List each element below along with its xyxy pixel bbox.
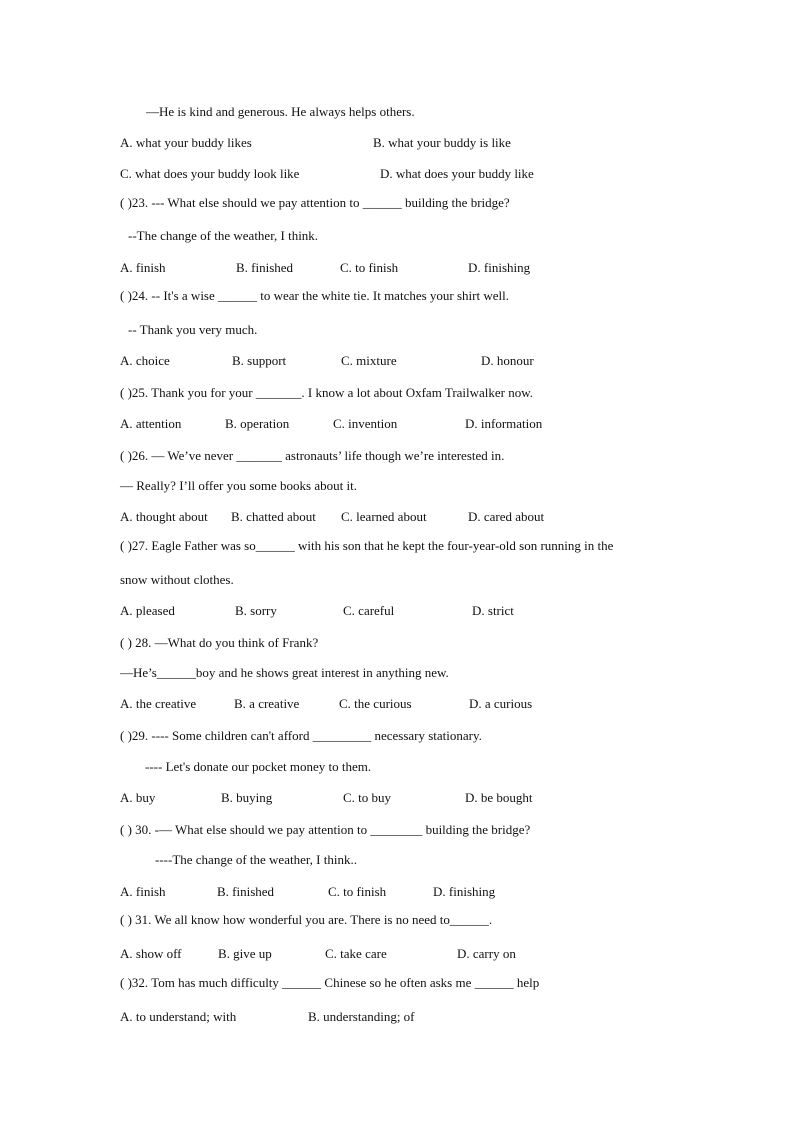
question-23: ( )23. --- What else should we pay attention to ______ building the bridge? [120,195,510,210]
option-c: C. what does your buddy look like [120,166,300,181]
option-a: A. attention [120,416,182,431]
option-b: B. understanding; of [308,1009,415,1024]
option-d: D. carry on [457,946,516,961]
option-c: C. invention [333,416,398,431]
option-b: B. finished [236,260,294,275]
option-d: D. information [465,416,543,431]
option-c: C. to buy [343,790,392,805]
option-d: D. a curious [469,696,533,711]
option-d: D. strict [472,603,514,618]
option-c: C. the curious [339,696,412,711]
option-a: A. the creative [120,696,197,711]
answer-text: --The change of the weather, I think. [128,228,319,243]
option-b: B. what your buddy is like [373,135,511,150]
option-d: D. cared about [468,509,545,524]
option-a: A. show off [120,946,182,961]
option-a: A. to understand; with [120,1009,237,1024]
question-25: ( )25. Thank you for your _______. I know a lot about Oxfam Trailwalker now. [120,385,534,400]
option-c: C. mixture [341,353,397,368]
option-b: B. give up [218,946,272,961]
option-b: B. operation [225,416,290,431]
answer-text: ---- Let's donate our pocket money to them. [145,759,372,774]
question-24: ( )24. -- It's a wise ______ to wear the white tie. It matches your shirt well. [120,288,509,303]
option-b: B. chatted about [231,509,316,524]
option-c: C. take care [325,946,387,961]
answer-text: —He’s______boy and he shows great interest in anything new. [120,665,449,680]
question-30: ( ) 30. -— What else should we pay attention to ________ building the bridge? [120,822,531,837]
question-32: ( )32. Tom has much difficulty ______ Chinese so he often asks me ______ help [120,975,540,990]
answer-text: —He is kind and generous. He always helps others. [146,104,415,119]
option-a: A. finish [120,260,166,275]
option-d: D. finishing [433,884,496,899]
option-a: A. buy [120,790,156,805]
option-b: B. buying [221,790,273,805]
answer-text: -- Thank you very much. [128,322,258,337]
question-29: ( )29. ---- Some children can't afford _________ necessary stationary. [120,728,482,743]
question-31: ( ) 31. We all know how wonderful you are. There is no need to______. [120,912,493,927]
option-c: C. to finish [328,884,387,899]
option-d: D. be bought [465,790,533,805]
option-a: A. choice [120,353,170,368]
option-c: C. to finish [340,260,399,275]
option-d: D. honour [481,353,534,368]
option-d: D. finishing [468,260,531,275]
option-a: A. finish [120,884,166,899]
question-27-continued: snow without clothes. [120,572,234,587]
question-27: ( )27. Eagle Father was so______ with his son that he kept the four-year-old son running in the [120,538,614,553]
option-b: B. finished [217,884,275,899]
option-b: B. sorry [235,603,277,618]
question-26: ( )26. — We’ve never _______ astronauts’ life though we’re interested in. [120,448,505,463]
option-c: C. careful [343,603,395,618]
answer-text: ----The change of the weather, I think.. [155,852,357,867]
option-d: D. what does your buddy like [380,166,534,181]
answer-text: — Really? I’ll offer you some books about it. [120,478,357,493]
question-28: ( ) 28. —What do you think of Frank? [120,635,319,650]
option-a: A. what your buddy likes [120,135,252,150]
option-a: A. pleased [120,603,175,618]
option-b: B. support [232,353,287,368]
option-c: C. learned about [341,509,427,524]
option-b: B. a creative [234,696,300,711]
option-a: A. thought about [120,509,208,524]
